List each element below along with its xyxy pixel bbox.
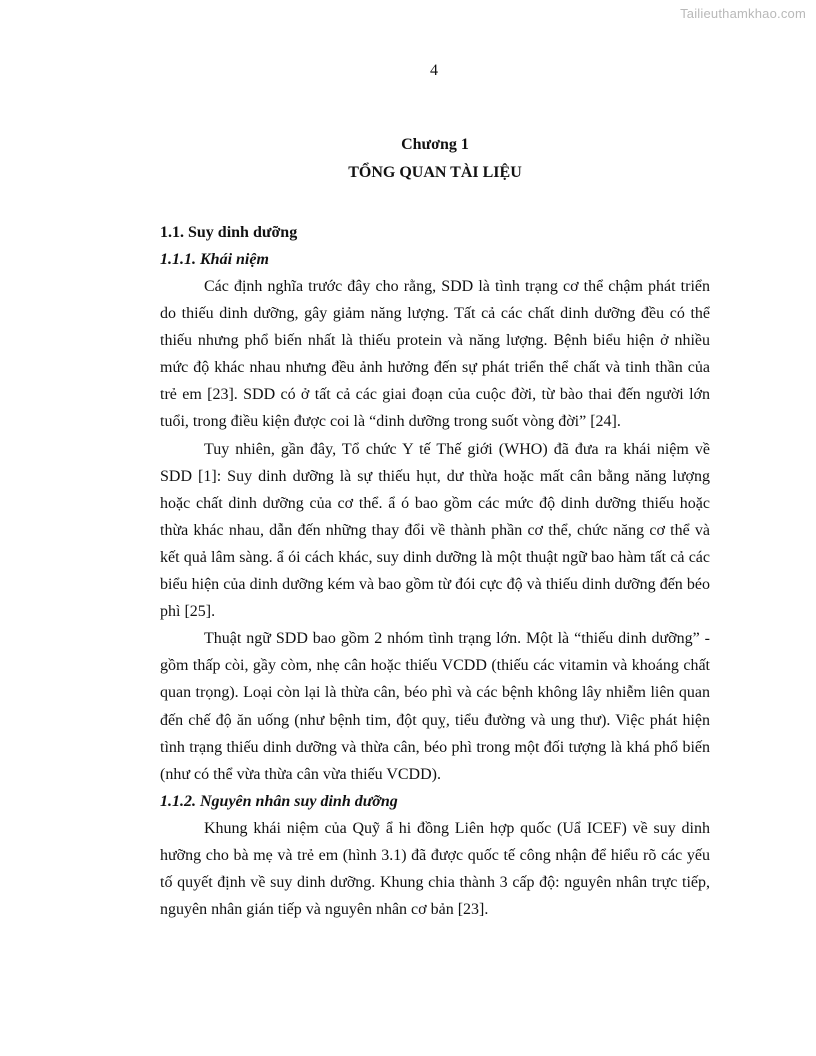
paragraph: Thuật ngữ SDD bao gồm 2 nhóm tình trạng lớn. Một là “thiếu dinh dưỡng” - gồm thấp còi, gầy còm, nhẹ cân hoặc thiếu VCDD (thiếu các vitamin và khoáng chất quan trọng). Loại còn lại là thừa cân, béo phì và các bệnh không lây nhiễm liên quan đến chế độ ăn uống (như bệnh tim, đột quỵ, tiểu đường và ung thư). Việc phát hiện tình trạng thiếu dinh dưỡng và thừa cân, béo phì trong một đối tượng là khá phổ biến (như có thể vừa thừa cân vừa thiếu VCDD). xyxy=(160,630,710,783)
subsection-heading-1-1-2: 1.1.2. Nguyên nhân suy dinh dưỡng xyxy=(160,792,398,810)
chapter-title: TỔNG QUAN TÀI LIỆU xyxy=(348,164,522,181)
subsection-heading-1-1-1: 1.1.1. Khái niệm xyxy=(160,251,269,268)
document-body xyxy=(160,131,710,923)
paragraph: Các định nghĩa trước đây cho rằng, SDD là tình trạng cơ thể chậm phát triển do thiếu dinh dưỡng, gây giảm năng lượng. Tất cả các chất dinh dưỡng đều có thể thiếu nhưng phổ biến nhất là thiếu protein và năng lượng. Bệnh biểu hiện ở nhiều mức độ khác nhau nhưng đều ảnh hưởng đến sự phát triển thể chất và tinh thần của trẻ em [23]. SDD có ở tất cả các giai đoạn của cuộc đời, từ bào thai đến người lớn tuổi, trong điều kiện được coi là “dinh dưỡng trong suốt vòng đời” [24]. xyxy=(160,278,710,431)
paragraph: Tuy nhiên, gần đây, Tổ chức Y tế Thế giới (WHO) đã đưa ra khái niệm về SDD [1]: Suy dinh dưỡng là sự thiếu hụt, dư thừa hoặc mất cân bằng năng lượng hoặc chất dinh dưỡng của cơ thể. ẩ ó bao gồm các mức độ dinh dưỡng thiếu hoặc thừa khác nhau, dẫn đến những thay đổi về thành phần cơ thể, chức năng cơ thể và kết quả lâm sàng. ẩ ói cách khác, suy dinh dưỡng là một thuật ngữ bao hàm tất cả các biểu hiện của dinh dưỡng kém và bao gồm từ đói cực độ và thiếu dinh dưỡng đến béo phì [25]. xyxy=(160,440,710,621)
paragraph: Khung khái niệm của Quỹ ẩ hi đồng Liên hợp quốc (Uẩ ICEF) về suy dinh hưỡng cho bà mẹ và trẻ em (hình 3.1) đã được quốc tế công nhận để hiểu rõ các yếu tố quyết định về suy dinh dưỡng. Khung chia thành 3 cấp độ: nguyên nhân trực tiếp, nguyên nhân gián tiếp và nguyên nhân cơ bản [23]. xyxy=(160,819,710,919)
watermark: Tailieuthamkhao.com xyxy=(680,6,806,21)
chapter-label: Chương 1 xyxy=(401,136,469,153)
section-heading-1-1: 1.1. Suy dinh dưỡng xyxy=(160,224,298,241)
page-number: 4 xyxy=(430,62,438,79)
